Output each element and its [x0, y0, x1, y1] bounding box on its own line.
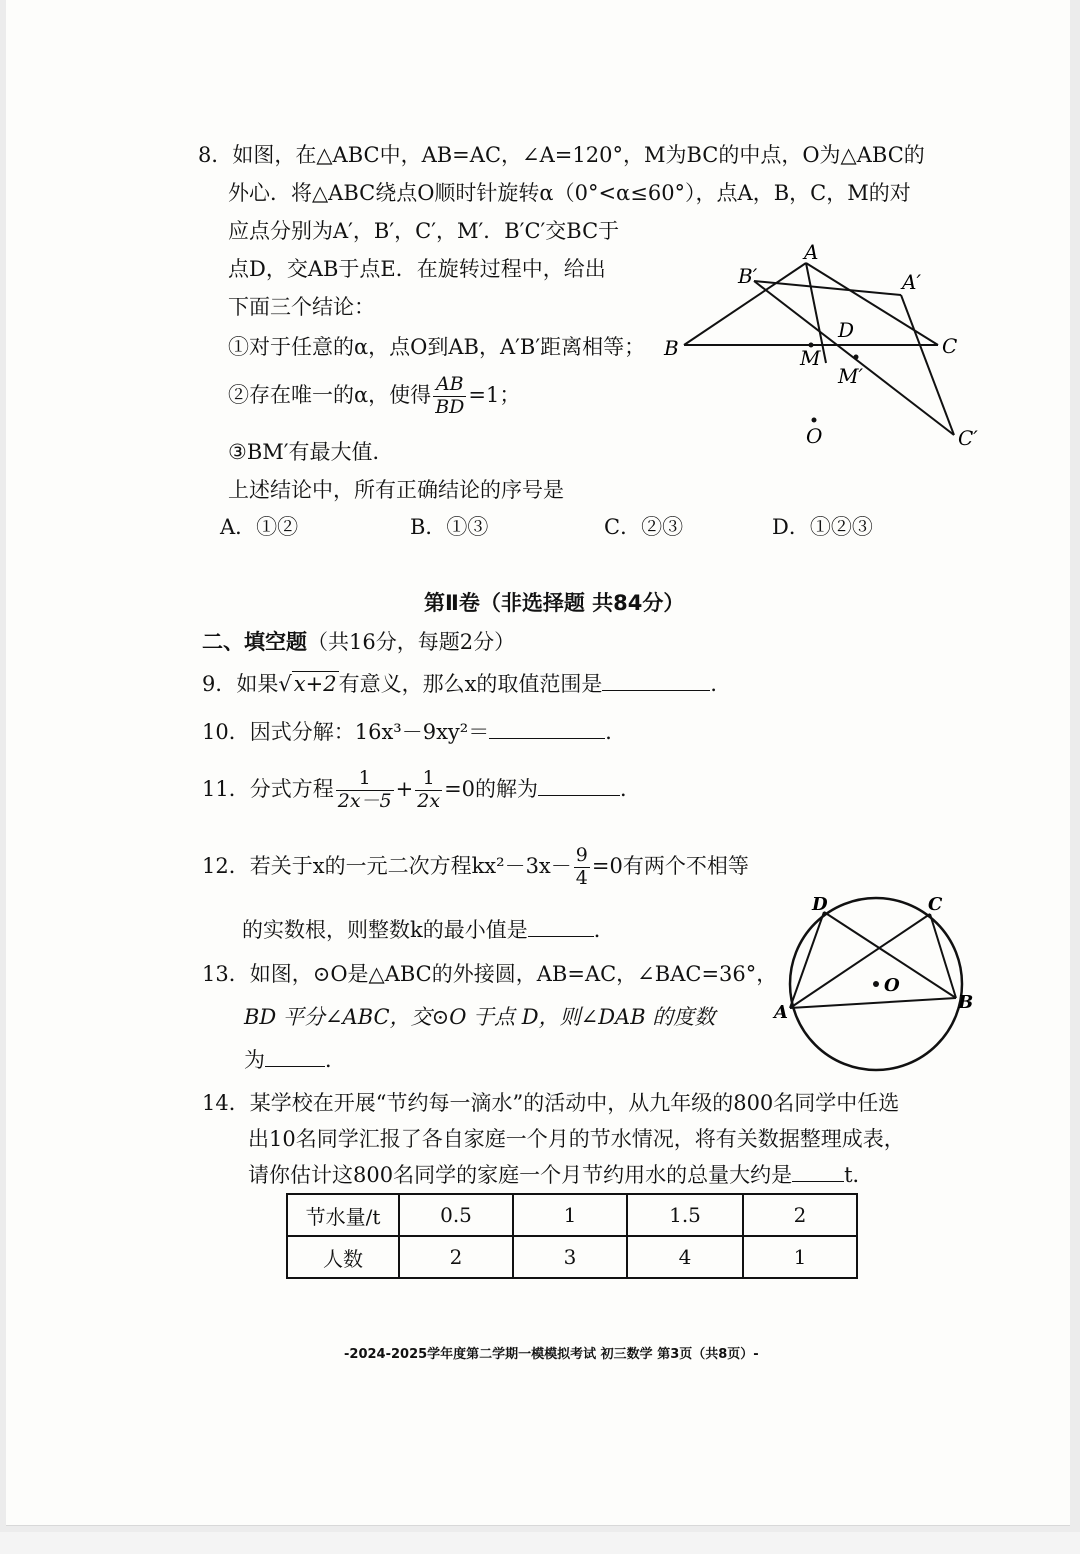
- q9-answer-blank: [602, 672, 710, 691]
- q10-answer-blank: [489, 720, 605, 739]
- table-cell: 2: [743, 1194, 857, 1236]
- q11: 11．分式方程 $\frac{1}{2x-5}$ + $\frac{1}{2x}$ =0的解为 ．: [202, 767, 642, 812]
- q8-option-c: C．②③: [604, 515, 684, 539]
- q8-option-d: D．①②③: [772, 515, 873, 539]
- q11-answer-blank: [538, 777, 620, 796]
- table-cell: 1.5: [627, 1194, 743, 1236]
- label-c: C: [928, 894, 943, 915]
- q8-fraction: $\frac{AB}{BD}$: [435, 373, 465, 418]
- table-cell: 4: [627, 1236, 743, 1278]
- point-o: [812, 418, 817, 423]
- q10: 10．因式分解：16x³－9xy²＝ ．: [202, 720, 627, 744]
- label-b1: B′: [738, 264, 758, 288]
- q8-line3: 应点分别为A′，B′，C′，M′．B′C′交BC于: [228, 219, 620, 243]
- q8-option-a: A．①②: [220, 515, 299, 539]
- q12-line1: 12．若关于x的一元二次方程kx²－3x－ $\frac{9}{4}$ =0有两个不相等: [202, 844, 749, 889]
- q8-conclusion-3: ③BM′有最大值．: [228, 440, 394, 464]
- q13-line1: 13．如图，⊙O是△ABC的外接圆，AB=AC，∠BAC=36°，: [202, 962, 778, 986]
- q8-figure: [656, 235, 996, 460]
- q8-line1: 8．如图，在△ABC中，AB=AC，∠A=120°，M为BC的中点，O为△ABC的: [198, 143, 925, 167]
- table-cell: 2: [399, 1236, 513, 1278]
- section2-part: 二、填空题（共16分，每题2分）: [202, 630, 516, 654]
- label-m1: M′: [838, 364, 864, 388]
- q14-table: [286, 1193, 858, 1279]
- q13-line3: 为 ．: [244, 1048, 346, 1072]
- label-c1: C′: [958, 426, 978, 450]
- q8-line2: 外心．将△ABC绕点O顺时针旋转α（0°<α≤60°），点A，B，C，M的对: [228, 181, 911, 205]
- seg-ab: [790, 998, 956, 1008]
- label-a1: A′: [902, 270, 921, 294]
- exam-page: [6, 0, 1070, 1526]
- table-cell: 1: [513, 1194, 627, 1236]
- q12-line2: 的实数根，则整数k的最小值是 ．: [242, 918, 615, 942]
- q8-conclusion-2: ②存在唯一的α，使得 $\frac{AB}{BD}$ =1；: [228, 373, 521, 418]
- q8-line5: 下面三个结论：: [228, 295, 375, 319]
- seg-cb: [930, 914, 956, 998]
- table-cell: 3: [513, 1236, 627, 1278]
- q9: 9．如果√x+2有意义，那么x的取值范围是 ．: [202, 672, 732, 696]
- label-d: D: [812, 894, 828, 915]
- label-b: B: [958, 992, 974, 1013]
- q12-answer-blank: [528, 918, 594, 937]
- point-m1: [854, 355, 859, 360]
- q13-line2: BD 平分∠ABC，交⊙O 于点 D，则∠DAB 的度数: [244, 1005, 716, 1029]
- seg-b1a1: [754, 281, 901, 295]
- q8-option-b: B．①③: [410, 515, 489, 539]
- label-a: A: [774, 1002, 788, 1023]
- q13-answer-blank: [265, 1048, 325, 1067]
- label-a: A: [804, 240, 819, 264]
- q14-line2: 出10名同学汇报了各自家庭一个月的节水情况，将有关数据整理成表，: [248, 1127, 905, 1151]
- q8-line4: 点D，交AB于点E．在旋转过程中，给出: [228, 257, 606, 281]
- section2-title: 第Ⅱ卷（非选择题 共84分）: [424, 591, 685, 615]
- q14-line1: 14．某学校在开展“节约每一滴水”的活动中，从九年级的800名同学中任选: [202, 1091, 900, 1115]
- label-c: C: [942, 334, 958, 358]
- page-footer: -2024-2025学年度第二学期一模模拟考试 初三数学 第3页（共8页）-: [344, 1347, 759, 1362]
- table-cell: 1: [743, 1236, 857, 1278]
- q14-answer-blank: [792, 1163, 844, 1182]
- label-d: D: [838, 318, 855, 342]
- table-row: [287, 1236, 857, 1278]
- table-cell: 人数: [287, 1236, 399, 1278]
- q8-ask: 上述结论中，所有正确结论的序号是: [228, 478, 564, 502]
- q14-line3: 请你估计这800名同学的家庭一个月节约用水的总量大约是 t．: [248, 1163, 874, 1187]
- table-row: [287, 1194, 857, 1236]
- q8-conclusion-1: ①对于任意的α，点O到AB，A′B′距离相等；: [228, 335, 646, 359]
- q13-figure: [772, 888, 982, 1078]
- label-o: O: [884, 975, 900, 996]
- label-o: O: [806, 424, 823, 448]
- table-cell: 0.5: [399, 1194, 513, 1236]
- label-b: B: [664, 336, 679, 360]
- seg-ad: [790, 912, 824, 1008]
- table-cell: 节水量/t: [287, 1194, 399, 1236]
- center-o: [873, 981, 879, 987]
- bottom-bar: [0, 1532, 1080, 1554]
- label-m: M: [800, 346, 821, 370]
